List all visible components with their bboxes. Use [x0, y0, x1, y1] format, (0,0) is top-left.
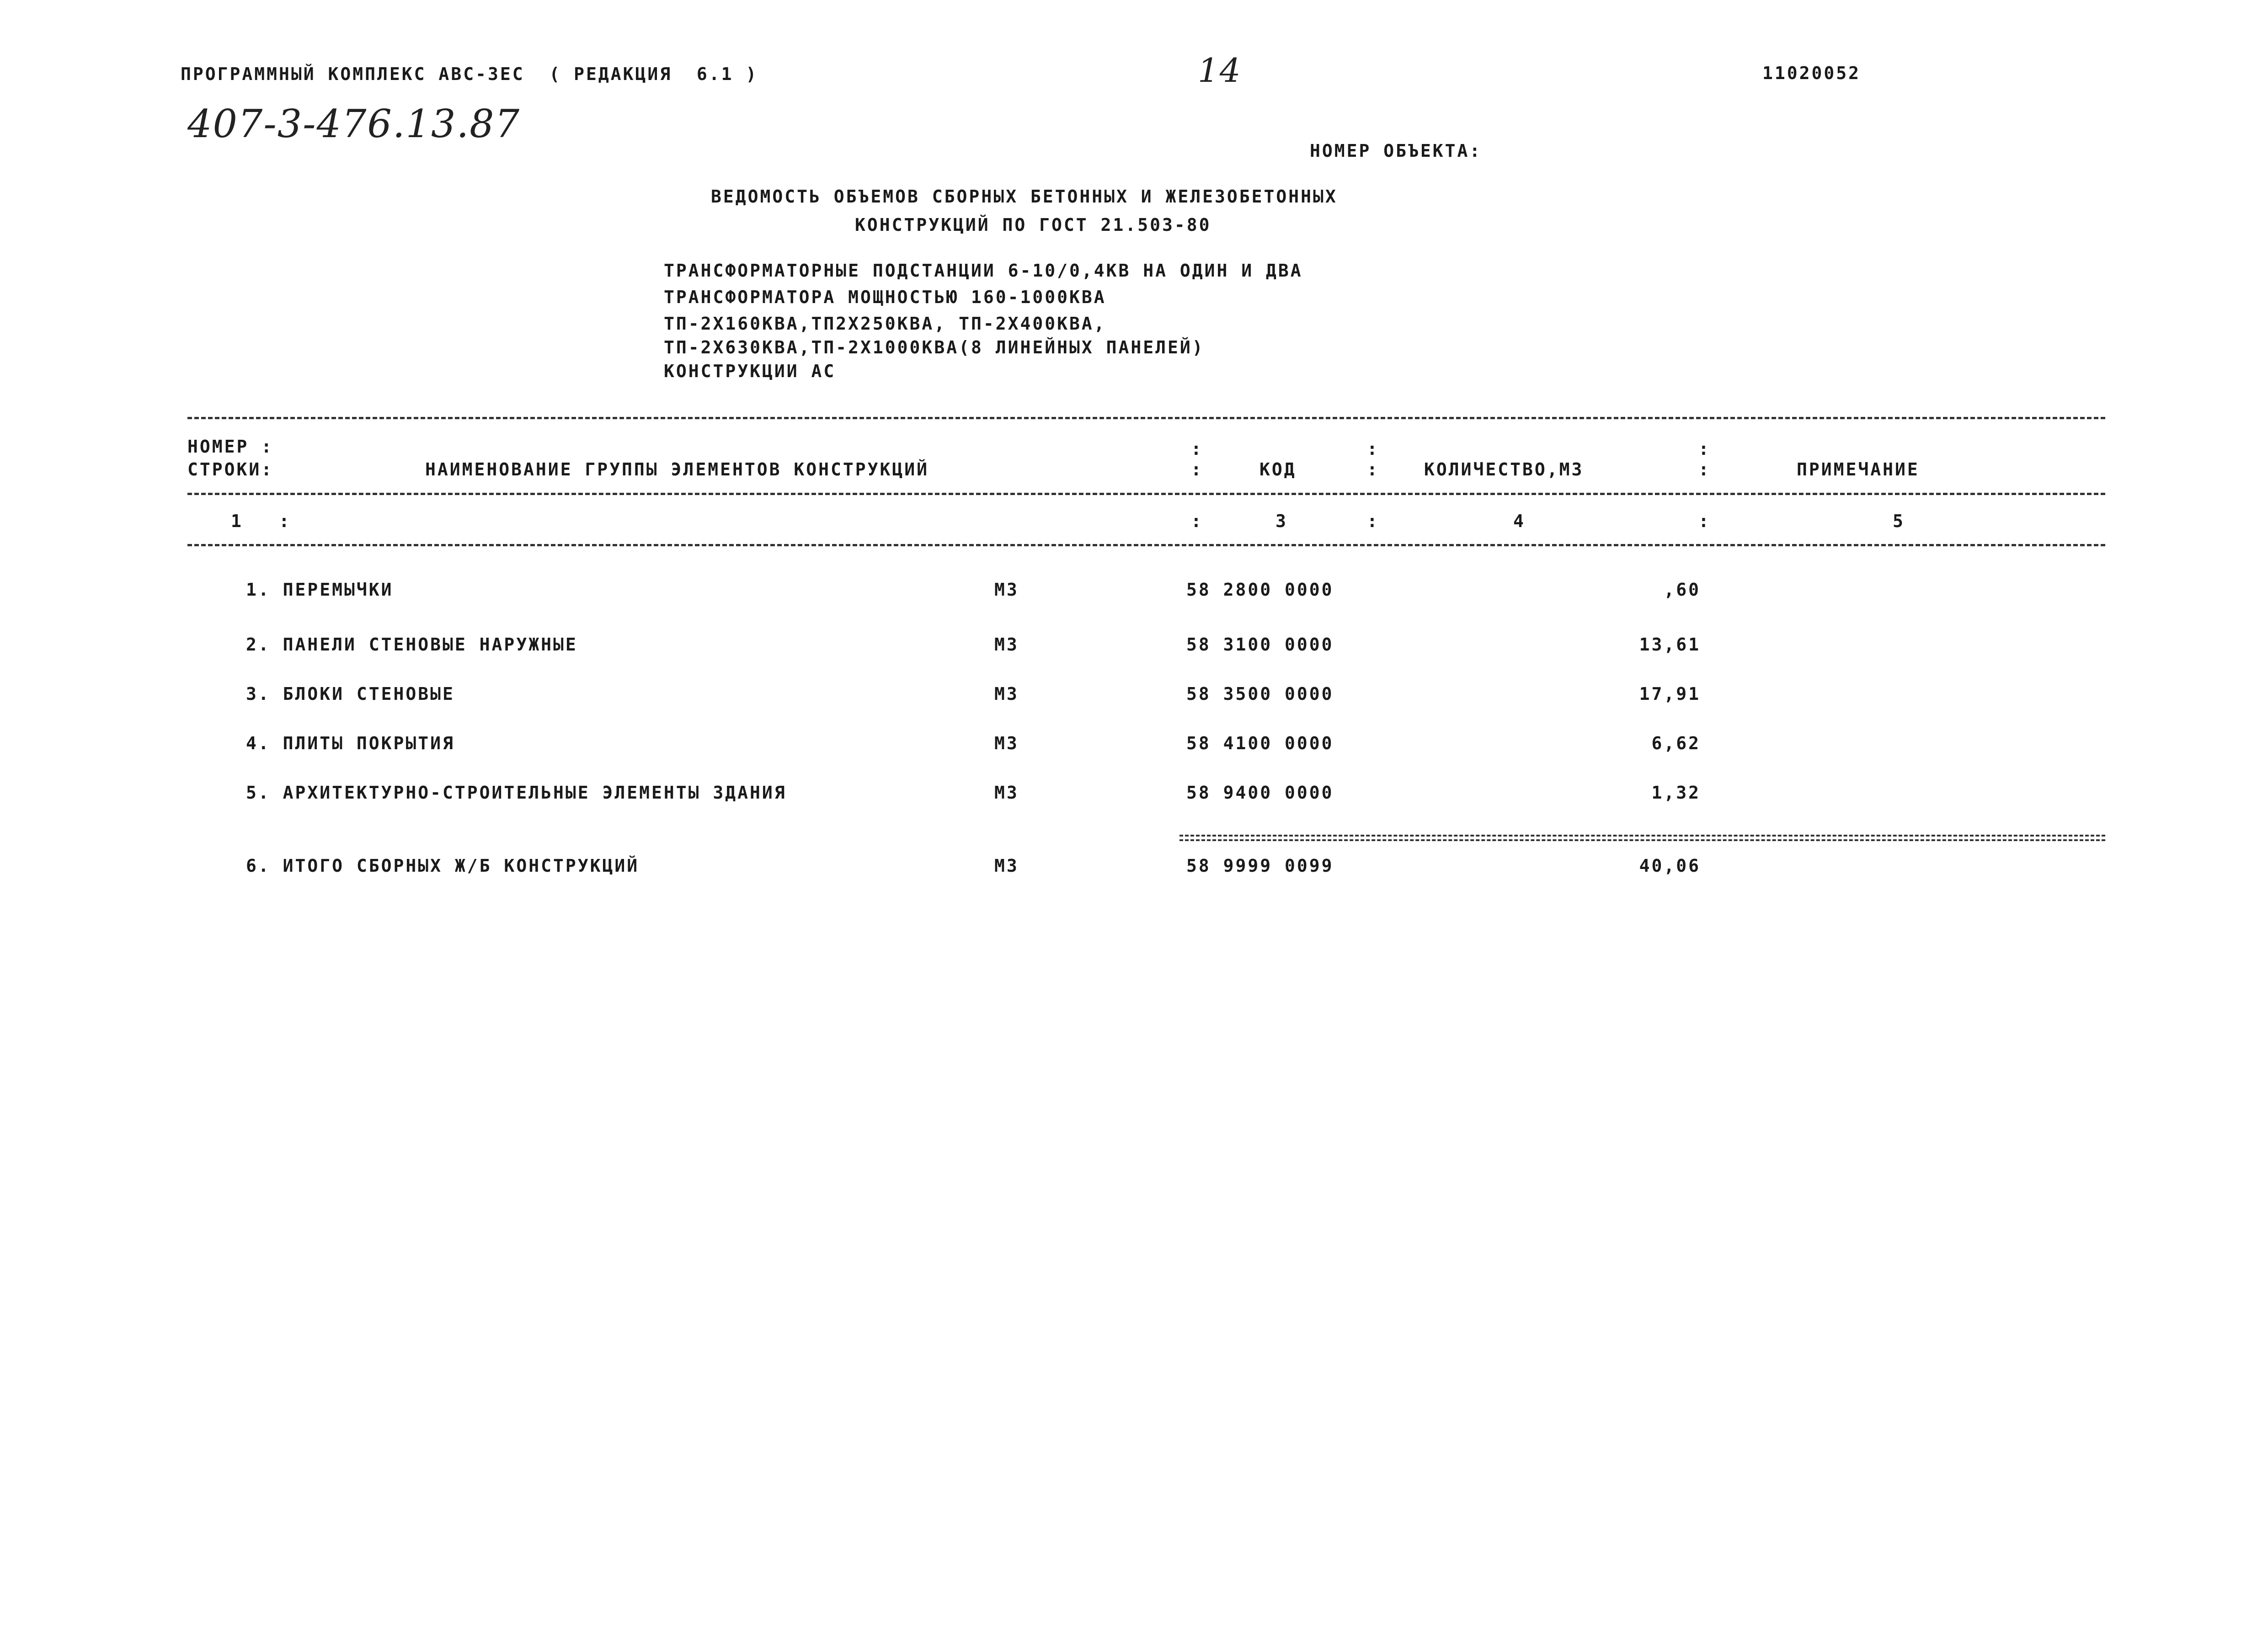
- total-code: 58 9999 0099: [1186, 856, 1334, 876]
- row-unit: М3: [994, 783, 1019, 803]
- object-number-label: НОМЕР ОБЪЕКТА:: [1310, 141, 1482, 161]
- handwritten-reference: 407-3-476.13.87: [187, 101, 521, 146]
- row-quantity: 6,62: [1651, 733, 1701, 753]
- subtitle-line: ТП-2Х630КВА,ТП-2Х1000КВА(8 ЛИНЕЙНЫХ ПАНЕЛЕЙ): [664, 337, 1205, 357]
- header-row-number-line2: СТРОКИ:: [187, 459, 274, 480]
- subtitle-line: ТП-2Х160КВА,ТП2Х250КВА, ТП-2Х400КВА,: [664, 314, 1106, 334]
- document-title-standard: КОНСТРУКЦИЙ ПО ГОСТ 21.503-80: [855, 215, 1211, 235]
- header-bottom-rule: [187, 493, 2105, 495]
- program-name: ПРОГРАММНЫЙ КОМПЛЕКС АВС-3ЕС ( РЕДАКЦИЯ 6.1 ): [181, 64, 758, 84]
- column-separator: :: [1367, 459, 1379, 480]
- column-number: 1: [231, 511, 243, 531]
- row-name: 2. ПАНЕЛИ СТЕНОВЫЕ НАРУЖНЫЕ: [246, 634, 578, 655]
- header-name: НАИМЕНОВАНИЕ ГРУППЫ ЭЛЕМЕНТОВ КОНСТРУКЦИЙ: [425, 459, 929, 480]
- column-number: 5: [1893, 511, 1905, 531]
- column-separator: :: [1698, 459, 1711, 480]
- row-quantity: 17,91: [1639, 684, 1701, 704]
- subtitle-line: ТРАНСФОРМАТОРА МОЩНОСТЬЮ 160-1000КВА: [664, 287, 1106, 307]
- column-number: 3: [1275, 511, 1288, 531]
- row-unit: М3: [994, 733, 1019, 753]
- column-separator: :: [1191, 511, 1203, 531]
- column-separator: :: [1191, 459, 1203, 480]
- column-separator: :: [1698, 439, 1711, 459]
- column-separator: :: [1698, 511, 1711, 531]
- row-name: 5. АРХИТЕКТУРНО-СТРОИТЕЛЬНЫЕ ЭЛЕМЕНТЫ ЗДАНИЯ: [246, 783, 787, 803]
- column-numbers-bottom-rule: [187, 544, 2105, 546]
- column-separator: :: [1367, 511, 1379, 531]
- total-separator-rule: [1179, 835, 2105, 841]
- column-separator: :: [279, 511, 291, 531]
- row-name: 1. ПЕРЕМЫЧКИ: [246, 580, 394, 600]
- row-name: 3. БЛОКИ СТЕНОВЫЕ: [246, 684, 455, 704]
- header-note: ПРИМЕЧАНИЕ: [1797, 459, 1920, 480]
- total-quantity: 40,06: [1639, 856, 1701, 876]
- page-number: 14: [1198, 51, 1242, 90]
- row-code: 58 3100 0000: [1186, 634, 1334, 655]
- row-code: 58 2800 0000: [1186, 580, 1334, 600]
- doc-code: 11020052: [1762, 63, 1861, 83]
- row-name: 4. ПЛИТЫ ПОКРЫТИЯ: [246, 733, 455, 753]
- column-separator: :: [1367, 439, 1379, 459]
- row-code: 58 9400 0000: [1186, 783, 1334, 803]
- row-quantity: ,60: [1664, 580, 1701, 600]
- header-code: КОД: [1259, 459, 1297, 480]
- document-title: ВЕДОМОСТЬ ОБЪЕМОВ СБОРНЫХ БЕТОННЫХ И ЖЕЛЕЗОБЕТОННЫХ: [711, 187, 1338, 207]
- header-quantity: КОЛИЧЕСТВО,М3: [1424, 459, 1584, 480]
- row-unit: М3: [994, 684, 1019, 704]
- column-separator: :: [1191, 439, 1203, 459]
- header-row-number-line1: НОМЕР :: [187, 437, 274, 457]
- row-unit: М3: [994, 634, 1019, 655]
- subtitle-line: ТРАНСФОРМАТОРНЫЕ ПОДСТАНЦИИ 6-10/0,4КВ НА ОДИН И ДВА: [664, 261, 1303, 281]
- total-unit: М3: [994, 856, 1019, 876]
- row-code: 58 3500 0000: [1186, 684, 1334, 704]
- row-quantity: 13,61: [1639, 634, 1701, 655]
- table-top-rule: [187, 417, 2105, 419]
- column-number: 4: [1513, 511, 1526, 531]
- row-unit: М3: [994, 580, 1019, 600]
- row-quantity: 1,32: [1651, 783, 1701, 803]
- row-code: 58 4100 0000: [1186, 733, 1334, 753]
- subtitle-line: КОНСТРУКЦИИ АС: [664, 361, 836, 381]
- total-name: 6. ИТОГО СБОРНЫХ Ж/Б КОНСТРУКЦИЙ: [246, 856, 640, 876]
